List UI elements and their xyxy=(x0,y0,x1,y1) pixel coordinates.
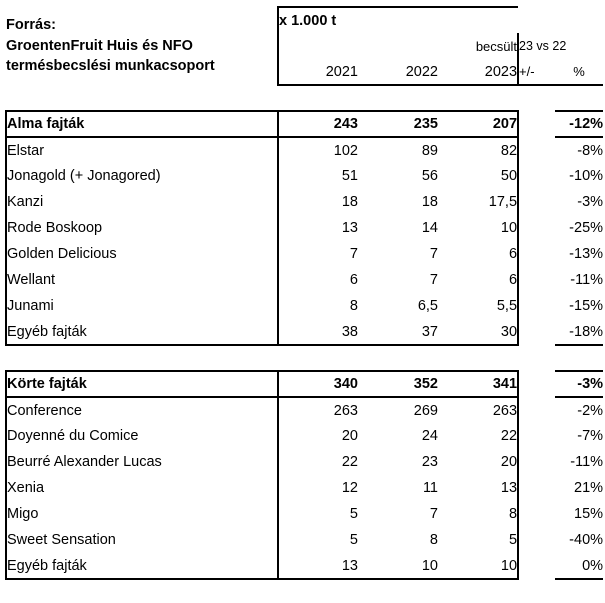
row-2023: 6 xyxy=(438,241,518,267)
header-blank-2022 xyxy=(358,33,438,59)
row-2023: 20 xyxy=(438,449,518,475)
table-row xyxy=(6,527,603,553)
row-pm xyxy=(518,267,555,293)
row-change: 0% xyxy=(555,553,603,579)
row-2021: 13 xyxy=(278,215,358,241)
row-2021: 22 xyxy=(278,449,358,475)
row-change: -15% xyxy=(569,298,604,314)
row-label: Junami xyxy=(6,293,278,319)
row-change: 15% xyxy=(574,506,604,522)
group-pears-pm xyxy=(518,371,555,397)
row-change: -10% xyxy=(569,168,604,184)
group-apples-2022: 235 xyxy=(358,111,438,137)
source-note xyxy=(6,7,278,85)
row-2021: 5 xyxy=(278,527,358,553)
row-pm xyxy=(518,449,555,475)
row-change: -11% xyxy=(570,272,604,288)
row-2021: 51 xyxy=(278,163,358,189)
row-pm xyxy=(518,163,555,189)
unit-label: x 1.000 t xyxy=(278,7,518,33)
row-change: -40% xyxy=(569,532,604,548)
row-label: Egyéb fajták xyxy=(6,553,278,579)
row-2021: 8 xyxy=(278,293,358,319)
header-blank-2021 xyxy=(278,33,358,59)
row-pm xyxy=(518,189,555,215)
row-change: -8% xyxy=(555,137,603,163)
row-2022: 6,5 xyxy=(417,298,438,314)
row-label: Kanzi xyxy=(6,189,278,215)
table-row xyxy=(6,293,603,319)
row-change: -2% xyxy=(555,397,603,423)
table-row xyxy=(6,501,603,527)
group-row-pears xyxy=(6,371,603,397)
row-label: Golden Delicious xyxy=(6,241,278,267)
group-label-pears: Körte fajták xyxy=(6,371,278,397)
row-2022: 37 xyxy=(358,319,438,345)
row-pm xyxy=(518,241,555,267)
row-pm xyxy=(518,501,555,527)
row-2021: 13 xyxy=(278,553,358,579)
row-pm xyxy=(518,423,555,449)
row-2022: 8 xyxy=(429,532,438,548)
row-pm xyxy=(518,475,555,501)
table-row xyxy=(6,215,603,241)
row-change: -11% xyxy=(570,454,604,470)
row-2023: 8 xyxy=(438,501,518,527)
row-2021: 6 xyxy=(278,267,358,293)
row-pm xyxy=(518,319,555,345)
row-2023: 263 xyxy=(438,397,518,423)
group-pears-2021: 340 xyxy=(278,371,358,397)
row-change: -25% xyxy=(569,220,604,236)
table-row xyxy=(6,423,603,449)
row-2022: 18 xyxy=(421,194,438,210)
row-2023: 30 xyxy=(438,319,518,345)
row-pm xyxy=(518,397,555,423)
row-change: 21% xyxy=(574,480,604,496)
row-2022: 7 xyxy=(429,272,438,288)
table-row xyxy=(6,397,603,423)
row-label: Egyéb fajták xyxy=(6,319,278,345)
table-row xyxy=(6,267,603,293)
row-change: -3% xyxy=(577,194,604,210)
row-2021: 5 xyxy=(278,501,358,527)
row-2021: 20 xyxy=(278,423,358,449)
row-pm xyxy=(518,137,555,163)
group-apples-pm xyxy=(518,111,555,137)
row-label: Conference xyxy=(6,397,278,423)
group-row-apples xyxy=(6,111,603,137)
header-year-2021: 2021 xyxy=(278,59,358,85)
row-label: Migo xyxy=(6,501,278,527)
row-pm xyxy=(518,215,555,241)
row-2023: 10 xyxy=(438,553,518,579)
spreadsheet-sheet xyxy=(0,6,605,603)
row-2021: 7 xyxy=(278,241,358,267)
row-pm xyxy=(518,527,555,553)
row-pm xyxy=(518,293,555,319)
compare-label: 23 vs 22 xyxy=(518,33,603,59)
estimate-label: becsült xyxy=(475,38,518,54)
row-label: Wellant xyxy=(6,267,278,293)
row-2022: 7 xyxy=(429,246,438,262)
source-line-3: termésbecslési munkacsoport xyxy=(6,58,215,75)
row-2023: 10 xyxy=(438,215,518,241)
table-row xyxy=(6,319,603,345)
row-change: -7% xyxy=(577,428,604,444)
header-year-2023: 2023 xyxy=(438,59,518,85)
row-2022: 11 xyxy=(422,480,438,496)
row-label: Xenia xyxy=(6,475,278,501)
row-pm xyxy=(518,553,555,579)
row-2022: 24 xyxy=(421,428,438,444)
harvest-estimate-table xyxy=(5,6,603,580)
source-line-1: Forrás: xyxy=(6,17,56,34)
row-2022: 10 xyxy=(358,553,438,579)
source-line-2: GroentenFruit Huis és NFO xyxy=(6,37,193,54)
table-row xyxy=(6,137,603,163)
row-2021: 102 xyxy=(278,137,358,163)
row-2022: 269 xyxy=(358,397,438,423)
header-percent: % xyxy=(555,59,603,85)
row-2021: 263 xyxy=(278,397,358,423)
row-2022: 23 xyxy=(421,454,438,470)
group-pears-2022: 352 xyxy=(358,371,438,397)
header-row-1 xyxy=(6,7,603,33)
group-label-apples: Alma fajták xyxy=(6,111,278,137)
group-apples-2023: 207 xyxy=(438,111,518,137)
header-plusminus: +/- xyxy=(518,59,555,85)
row-2023: 22 xyxy=(438,423,518,449)
row-2021: 18 xyxy=(278,189,358,215)
row-2022: 56 xyxy=(421,168,438,184)
row-change: -13% xyxy=(569,246,604,262)
row-label: Sweet Sensation xyxy=(6,527,278,553)
row-label: Elstar xyxy=(6,137,278,163)
table-row xyxy=(6,449,603,475)
group-apples-2021: 243 xyxy=(278,111,358,137)
table-row xyxy=(6,475,603,501)
group-pears-change: -3% xyxy=(555,371,603,397)
row-label: Beurré Alexander Lucas xyxy=(6,449,278,475)
table-row xyxy=(6,241,603,267)
table-row xyxy=(6,163,603,189)
header-year-2022: 2022 xyxy=(358,59,438,85)
row-2023: 17,5 xyxy=(438,189,518,215)
table-row xyxy=(6,553,603,579)
row-2022: 14 xyxy=(421,220,438,236)
row-change: -18% xyxy=(555,319,603,345)
row-label: Rode Boskoop xyxy=(6,215,278,241)
row-2023: 5 xyxy=(438,527,518,553)
gap-between-sections xyxy=(6,345,603,371)
row-2023: 82 xyxy=(438,137,518,163)
row-label: Jonagold (+ Jonagored) xyxy=(6,163,278,189)
group-apples-change: -12% xyxy=(555,111,603,137)
row-2023: 50 xyxy=(438,163,518,189)
table-row xyxy=(6,189,603,215)
row-2022: 89 xyxy=(358,137,438,163)
row-2022: 7 xyxy=(429,506,438,522)
row-label: Doyenné du Comice xyxy=(6,423,278,449)
row-2023: 13 xyxy=(438,475,518,501)
gap-after-header xyxy=(6,85,603,111)
header-spacer-1 xyxy=(518,7,603,33)
row-2021: 12 xyxy=(278,475,358,501)
row-2023: 5,5 xyxy=(438,293,518,319)
group-pears-2023: 341 xyxy=(438,371,518,397)
row-2021: 38 xyxy=(278,319,358,345)
row-2023: 6 xyxy=(438,267,518,293)
